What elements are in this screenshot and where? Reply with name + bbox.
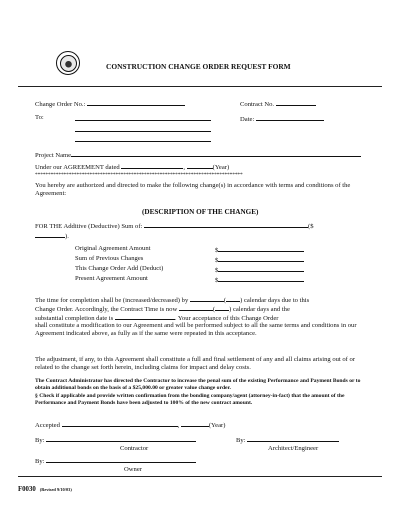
amount-row <box>75 265 163 273</box>
adjustment-text: The adjustment, if any, to this Agreement shall constitute a full and final settlement of any and all claims arising out of or related to the change set forth herein, including claims for impact and delay costs. <box>35 356 356 372</box>
revision-date: (Revised 9/10/03) <box>39 487 72 492</box>
amount-label: This Change Order Add (Deduct) <box>75 265 164 272</box>
amount-label: Sum of Previous Changes <box>75 255 144 262</box>
owner-sign-row <box>35 456 196 466</box>
sum-close-label: ). <box>65 233 69 240</box>
amount-row <box>75 245 150 253</box>
amount-label: Original Agreement Amount <box>75 245 151 252</box>
contract-row <box>240 99 316 109</box>
form-code: F0030 <box>18 486 36 493</box>
amount-label: Present Agreement Amount <box>75 275 148 282</box>
project-label: Project Name <box>35 152 72 159</box>
amount-value-row <box>215 275 304 285</box>
sum-dollar-label: ($ <box>308 223 314 230</box>
amount-field[interactable] <box>218 265 304 272</box>
architect-label: Architect/Engineer <box>268 445 319 452</box>
time-text: substantial completion date is <box>35 315 114 322</box>
amount-value-row <box>215 245 304 255</box>
by-label: By: <box>35 437 45 444</box>
accepted-date-field[interactable] <box>62 420 178 427</box>
time-days-field[interactable] <box>190 295 224 302</box>
to-line-2[interactable] <box>75 131 211 132</box>
bond-checkbox-text[interactable]: § Check if applicable and provide written confirmation from the bonding company/agent (attorney-in-fact) that the amount of the Performance and Payment Bonds have been adjusted to 100% of the new contract amount. <box>35 393 345 407</box>
sum-row <box>35 221 314 231</box>
amount-value-row <box>215 265 304 275</box>
to-label: To: <box>35 114 44 121</box>
agreement-year-field[interactable] <box>187 162 213 169</box>
sum-row-2 <box>35 231 69 241</box>
footer-divider <box>18 476 382 477</box>
header-divider <box>18 86 382 87</box>
county-seal-logo <box>56 51 80 75</box>
accepted-label: Accepted <box>35 422 60 429</box>
accepted-row: Accepted , (Year) <box>35 422 226 429</box>
time-line-2: Change Order. Accordingly, the Contract Time is now ( ) calendar days and the <box>35 306 290 313</box>
agreement-label: Under our AGREEMENT dated <box>35 164 120 171</box>
currency-symbol: $ <box>215 257 219 264</box>
footer <box>18 478 72 496</box>
architect-sign-row <box>236 435 339 445</box>
project-field[interactable] <box>71 150 361 157</box>
time-text: Change Order. Accordingly, the Contract Time is now <box>35 306 178 313</box>
description-heading: (DESCRIPTION OF THE CHANGE) <box>142 208 259 216</box>
completion-date-field[interactable] <box>115 313 175 320</box>
change-order-field[interactable] <box>87 99 185 106</box>
agreement-row: Under our AGREEMENT dated , (Year) <box>35 164 230 171</box>
amount-row <box>75 275 148 283</box>
owner-signature-field[interactable] <box>46 456 196 463</box>
owner-label: Owner <box>124 466 142 473</box>
bond-notice-text: The Contract Administrator has directed the Contractor to increase the penal sum of the existing Performance and Payment Bonds or to obtain additional bonds on the basis of a $25,000.00 or greater value change order. <box>35 378 361 392</box>
amount-field[interactable] <box>218 245 304 252</box>
date-label: Date: <box>240 116 255 123</box>
contractor-label: Contractor <box>120 445 149 452</box>
project-row <box>35 150 361 160</box>
change-order-row <box>35 99 185 109</box>
agreement-date-field[interactable] <box>121 162 183 169</box>
contractor-sign-row <box>35 435 196 445</box>
form-title: CONSTRUCTION CHANGE ORDER REQUEST FORM <box>106 62 291 71</box>
sum-label: FOR THE Additive (Deductive) Sum of: <box>35 223 143 230</box>
amount-field[interactable] <box>218 275 304 282</box>
to-line-3[interactable] <box>75 141 211 142</box>
by-label: By: <box>35 458 45 465</box>
time-line-1: The time for completion shall be (increased/decreased) by ( ) calendar days due to this <box>35 297 310 304</box>
contract-field[interactable] <box>276 99 316 106</box>
star-divider: ******************************************************************************** <box>35 172 243 178</box>
time-text: . Your acceptance of this Change Order <box>174 315 279 322</box>
accepted-year-field[interactable] <box>181 420 209 427</box>
amount-row <box>75 255 143 263</box>
agreement-year-label: (Year) <box>212 164 230 171</box>
contract-time-field[interactable] <box>179 304 213 311</box>
accepted-year-label: (Year) <box>208 422 226 429</box>
time-text: calendar days and the <box>232 306 290 313</box>
time-text: The time for completion shall be (increased/decreased) by <box>35 297 189 304</box>
amount-field[interactable] <box>218 255 304 262</box>
date-row <box>240 114 324 124</box>
time-text: calendar days due to this <box>243 297 310 304</box>
time-paragraph-rest: shall constitute a modification to our Agreement and will be performed subject to all the same terms and conditions in our Agreement indicated above, as fully as if the same were repeated in this acceptance. <box>35 322 357 338</box>
by-label: By: <box>236 437 246 444</box>
amount-value-row <box>215 255 304 265</box>
currency-symbol: $ <box>215 247 219 254</box>
date-field[interactable] <box>256 114 324 121</box>
contractor-signature-field[interactable] <box>46 435 196 442</box>
currency-symbol: $ <box>215 267 219 274</box>
architect-signature-field[interactable] <box>247 435 339 442</box>
currency-symbol: $ <box>215 277 219 284</box>
sum-amount-field[interactable] <box>35 231 65 238</box>
change-order-label: Change Order No.: <box>35 101 86 108</box>
authorization-text: You hereby are authorized and directed to make the following change(s) in accordance with terms and conditions of the Agreement: <box>35 182 351 198</box>
contract-label: Contract No. <box>240 101 275 108</box>
sum-words-field[interactable] <box>144 221 308 228</box>
to-line-1[interactable] <box>75 120 211 121</box>
time-days-num-field[interactable] <box>226 295 240 302</box>
contract-time-num-field[interactable] <box>215 304 229 311</box>
